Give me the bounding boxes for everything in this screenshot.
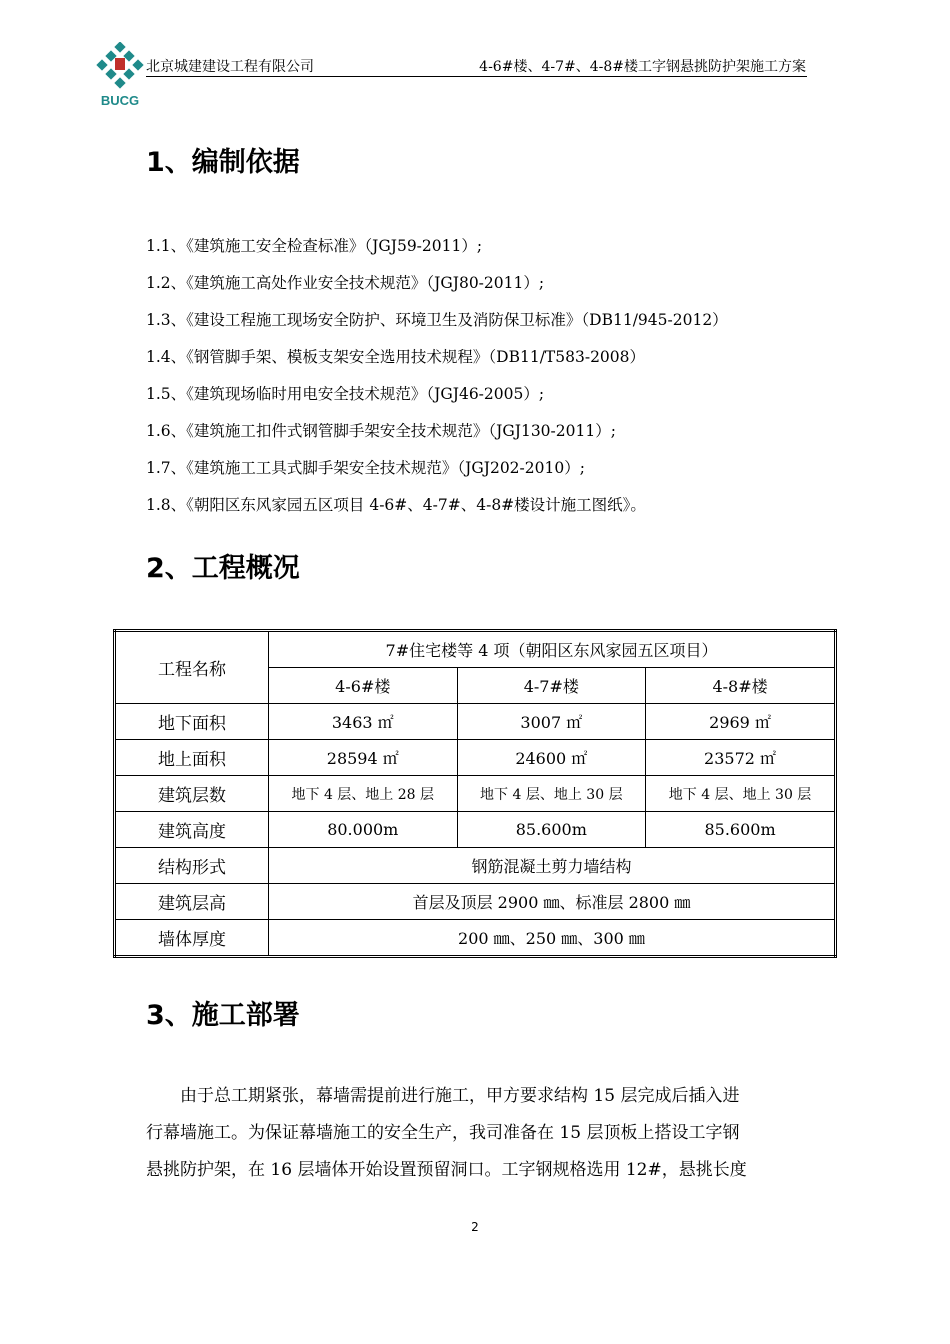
ref-item: 1.5、《建筑现场临时用电安全技术规范》（JGJ46-2005）; [146,385,545,403]
table-cell-building: 4-7#楼 [457,668,646,704]
page-number: 2 [471,1220,479,1234]
table-cell: 首层及顶层 2900 ㎜、标准层 2800 ㎜ [269,884,836,920]
table-row [115,704,836,740]
table-cell-label: 建筑层数 [115,776,269,812]
table-cell-label: 工程名称 [115,631,269,704]
section3-heading: 3、施工部署 [146,1000,300,1031]
table-row [115,776,836,812]
section2-heading: 2、工程概况 [146,553,300,584]
table-row [115,848,836,884]
ref-item: 1.8、《朝阳区东风家园五区项目 4-6#、4-7#、4-8#楼设计施工图纸》。 [146,496,646,514]
table-cell-building: 4-6#楼 [269,668,458,704]
table-cell: 23572 ㎡ [646,740,836,776]
bucg-logo [96,42,144,108]
table-cell: 钢筋混凝土剪力墙结构 [269,848,836,884]
header-divider [146,76,807,77]
table-cell-label: 墙体厚度 [115,920,269,957]
table-row [115,812,836,848]
ref-item: 1.4、《钢管脚手架、模板支架安全选用技术规程》（DB11/T583-2008） [146,348,646,366]
table-cell-label: 建筑层高 [115,884,269,920]
ref-item: 1.1、《建筑施工安全检查标准》（JGJ59-2011）; [146,237,483,255]
table-cell-label: 地下面积 [115,704,269,740]
table-row [115,740,836,776]
table-cell: 地下 4 层、地上 28 层 [269,776,458,812]
table-cell: 28594 ㎡ [269,740,458,776]
table-cell-label: 地上面积 [115,740,269,776]
header-company: 北京城建建设工程有限公司 [146,59,314,75]
table-cell-label: 结构形式 [115,848,269,884]
body-paragraph [146,1078,808,1189]
table-cell: 2969 ㎡ [646,704,836,740]
paragraph-line: 悬挑防护架，在 16 层墙体开始设置预留洞口。工字钢规格选用 12#，悬挑长度 [146,1160,747,1180]
section1-heading: 1、编制依据 [146,147,300,178]
ref-item: 1.7、《建筑施工工具式脚手架安全技术规范》（JGJ202-2010）; [146,459,585,477]
table-cell: 85.600m [457,812,646,848]
table-cell-project-name: 7#住宅楼等 4 项（朝阳区东风家园五区项目） [269,631,836,668]
ref-item: 1.2、《建筑施工高处作业安全技术规范》（JGJ80-2011）; [146,274,545,292]
paragraph-line: 行幕墙施工。为保证幕墙施工的安全生产，我司准备在 15 层顶板上搭设工字钢 [146,1123,740,1143]
table-cell: 地下 4 层、地上 30 层 [457,776,646,812]
table-cell: 80.000m [269,812,458,848]
table-cell: 3463 ㎡ [269,704,458,740]
table-cell: 地下 4 层、地上 30 层 [646,776,836,812]
paragraph-line: 由于总工期紧张，幕墙需提前进行施工，甲方要求结构 15 层完成后插入进 [180,1086,740,1106]
logo-text: BUCG [100,93,140,108]
table-row [115,920,836,957]
table-cell: 200 ㎜、250 ㎜、300 ㎜ [269,920,836,957]
ref-item: 1.3、《建设工程施工现场安全防护、环境卫生及消防保卫标准》（DB11/945-2012） [146,311,728,329]
table-row [115,884,836,920]
ref-item: 1.6、《建筑施工扣件式钢管脚手架安全技术规范》（JGJ130-2011）; [146,422,616,440]
header-doc-title: 4-6#楼、4-7#、4-8#楼工字钢悬挑防护架施工方案 [479,59,806,75]
table-cell-building: 4-8#楼 [646,668,836,704]
table-cell: 24600 ㎡ [457,740,646,776]
table-row [115,631,836,668]
project-overview-table [113,629,837,958]
table-cell: 85.600m [646,812,836,848]
table-cell-label: 建筑高度 [115,812,269,848]
table-cell: 3007 ㎡ [457,704,646,740]
